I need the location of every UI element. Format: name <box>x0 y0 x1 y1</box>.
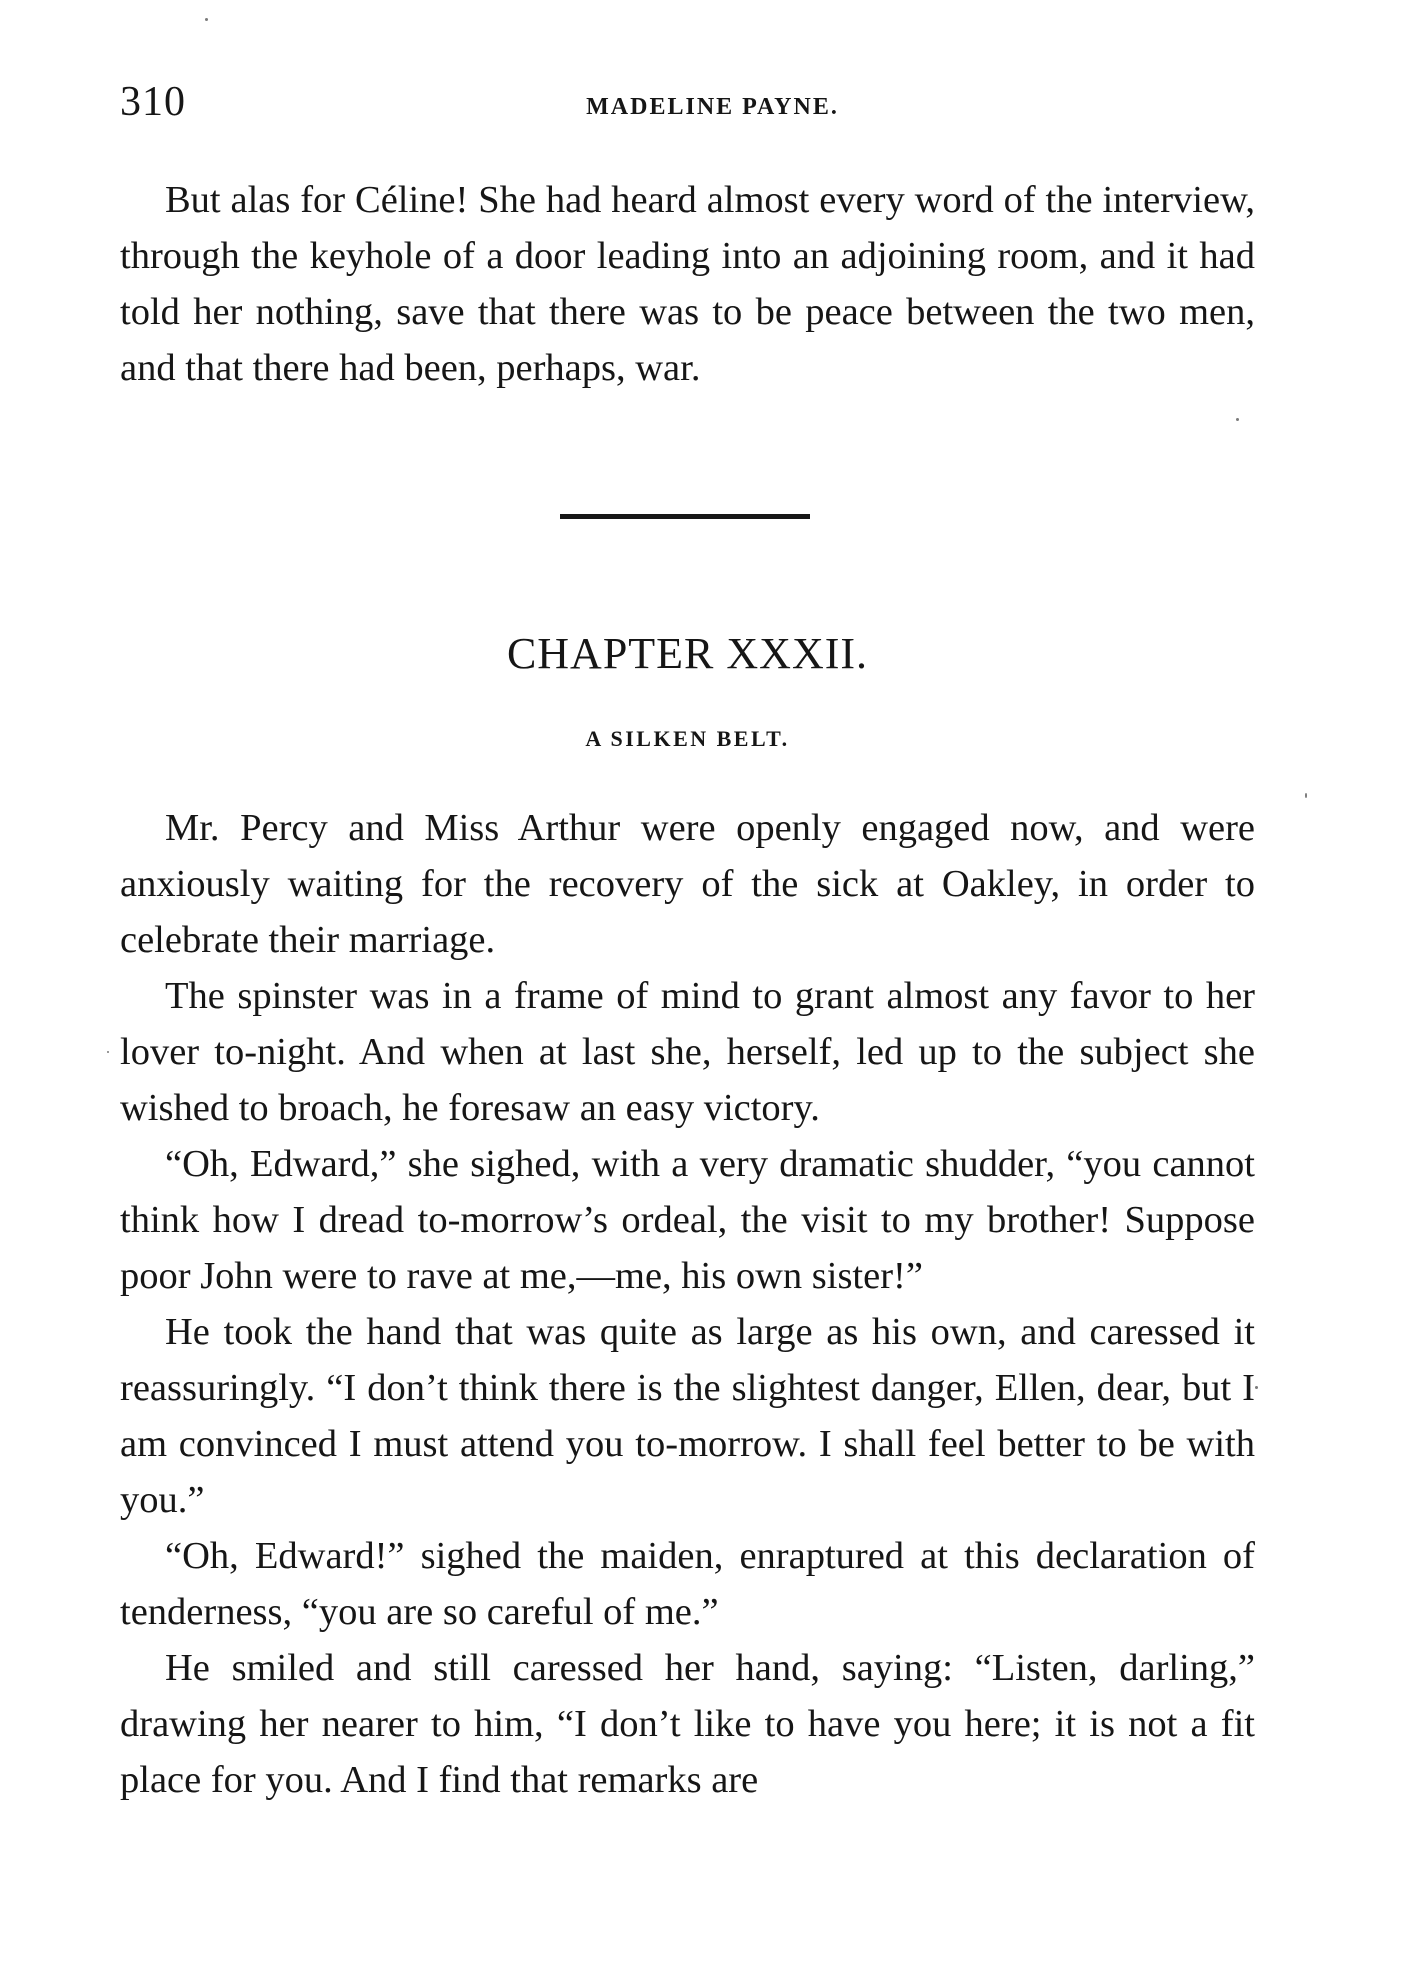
chapter-body <box>120 800 1255 1808</box>
running-title: MADELINE PAYNE. <box>586 94 839 120</box>
chapter-title: CHAPTER XXXII. <box>506 629 869 678</box>
paragraph: “Oh, Edward,” she sighed, with a very dramatic shudder, “you cannot think how I dread to-morrow’s ordeal, the visit to my brother! Suppose poor John were to rave at me,—me, his own sister!” <box>120 1143 1255 1297</box>
preceding-text <box>120 172 1255 396</box>
paper-speck <box>107 1051 109 1053</box>
paragraph: He took the hand that was quite as large as his own, and caressed it reassuringly. “I don’t think there is the slightest danger, Ellen, dear, but I am convinced I must attend you to-morrow. I shall feel better to be with you.” <box>120 1311 1255 1521</box>
running-head <box>120 78 1265 128</box>
page-number: 310 <box>120 79 186 125</box>
paper-speck <box>205 18 208 21</box>
chapter-subtitle: A SILKEN BELT. <box>585 726 790 751</box>
paper-speck <box>1236 418 1239 421</box>
paper-speck <box>1305 793 1307 798</box>
paragraph: “Oh, Edward!” sighed the maiden, enraptured at this declaration of tenderness, “you are so careful of me.” <box>120 1535 1255 1633</box>
chapter-divider-rule <box>560 514 810 519</box>
paragraph: Mr. Percy and Miss Arthur were openly engaged now, and were anxiously waiting for the recovery of the sick at Oakley, in order to celebrate their marriage. <box>120 807 1255 961</box>
paragraph: He smiled and still caressed her hand, saying: “Listen, darling,” drawing her nearer to him, “I don’t like to have you here; it is not a fit place for you. And I find that remarks are <box>120 1647 1255 1801</box>
paragraph: But alas for Céline! She had heard almost every word of the interview, through the keyhole of a door leading into an adjoining room, and it had told her nothing, save that there was to be peace between the two men, and that there had been, perhaps, war. <box>120 179 1255 389</box>
paragraph: The spinster was in a frame of mind to grant almost any favor to her lover to-night. And when at last she, herself, led up to the subject she wished to broach, he foresaw an easy victory. <box>120 975 1255 1129</box>
paper-speck <box>1255 1386 1258 1389</box>
